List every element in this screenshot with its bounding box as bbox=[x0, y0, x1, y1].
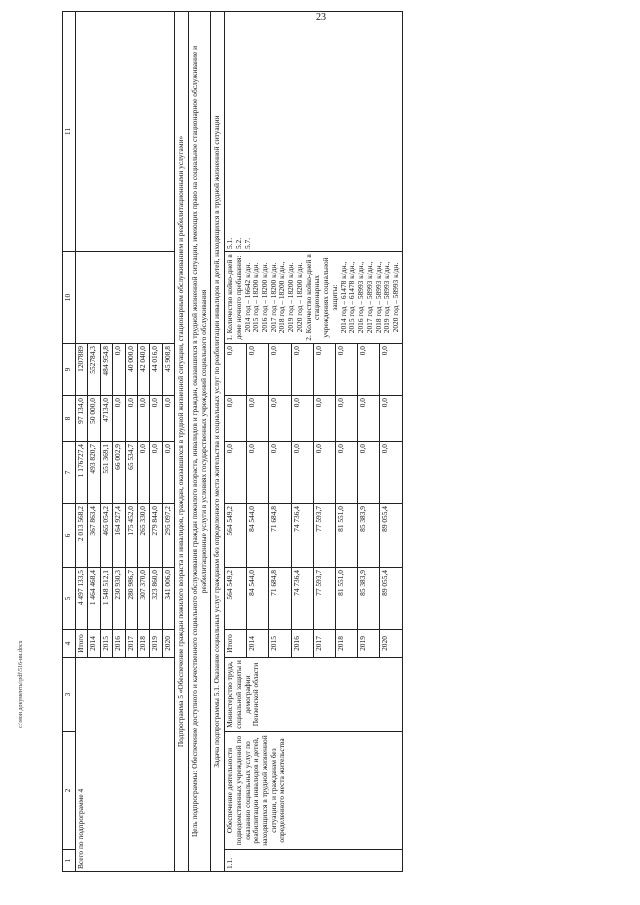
indicator-empty bbox=[76, 252, 175, 344]
local-budget: 0,0 bbox=[113, 396, 125, 442]
total-amount: 1 464 468,4 bbox=[88, 568, 100, 630]
rotated-table-sheet bbox=[62, 12, 577, 872]
extra-budget: 0,0 bbox=[313, 344, 335, 396]
regional-budget: 164 927,4 bbox=[113, 504, 125, 568]
total-amount: 71 684,8 bbox=[269, 568, 291, 630]
total-amount: 323 860,0 bbox=[150, 568, 162, 630]
year-cell: 2017 bbox=[125, 630, 137, 658]
task-text-row bbox=[211, 12, 225, 872]
total-amount: 1 548 512,1 bbox=[100, 568, 112, 630]
item-number: 1.1. bbox=[225, 850, 403, 872]
extra-budget: 0,0 bbox=[358, 344, 380, 396]
local-budget: 0,0 bbox=[358, 396, 380, 442]
year-cell: 2018 bbox=[137, 630, 149, 658]
total-amount: 89 055,4 bbox=[380, 568, 402, 630]
year-cell: 2020 bbox=[162, 630, 174, 658]
extra-budget: 42 040,0 bbox=[137, 344, 149, 396]
regional-budget: 175 452,0 bbox=[125, 504, 137, 568]
local-budget: 0,0 bbox=[336, 396, 358, 442]
column-number-header: 2 bbox=[63, 732, 76, 850]
year-cell: 2016 bbox=[291, 630, 313, 658]
year-cell: 2015 bbox=[100, 630, 112, 658]
item-row bbox=[225, 12, 247, 872]
regional-budget: 295 097,2 bbox=[162, 504, 174, 568]
federal-budget: 0,0 bbox=[291, 442, 313, 504]
year-cell: 2015 bbox=[269, 630, 291, 658]
local-budget: 0,0 bbox=[313, 396, 335, 442]
local-budget: 0,0 bbox=[291, 396, 313, 442]
regional-budget: 265 330,0 bbox=[137, 504, 149, 568]
column-number-header: 11 bbox=[63, 12, 76, 252]
extra-budget: 552784,3 bbox=[88, 344, 100, 396]
extra-budget: 0,0 bbox=[336, 344, 358, 396]
year-cell: 2020 bbox=[380, 630, 402, 658]
page-number: 23 bbox=[316, 12, 326, 23]
local-budget: 97 134,0 bbox=[76, 396, 88, 442]
program-table bbox=[62, 11, 403, 872]
extra-budget: 0,0 bbox=[380, 344, 402, 396]
extra-budget: 45 908,8 bbox=[162, 344, 174, 396]
year-cell: 2014 bbox=[88, 630, 100, 658]
subprogram-title-row bbox=[175, 12, 189, 872]
regional-budget: 85 383,9 bbox=[358, 504, 380, 568]
footer-path: c:\мои документы\pdf\516-ии.docx bbox=[18, 640, 24, 728]
column-number-header: 7 bbox=[63, 442, 76, 504]
regional-budget: 465 054,2 bbox=[100, 504, 112, 568]
total-label: Всего по подпрограмме 4 bbox=[76, 658, 175, 872]
regional-budget: 89 055,4 bbox=[380, 504, 402, 568]
extra-budget: 0,0 bbox=[113, 344, 125, 396]
column-number-header: 9 bbox=[63, 344, 76, 396]
year-cell: 2019 bbox=[150, 630, 162, 658]
federal-budget: 0,0 bbox=[380, 442, 402, 504]
subprogram-title: Подпрограмма 5 «Обеспечение граждан пожилого возраста и инвалидов, граждан, оказавшихся в трудной жизненной ситуации, стационарным обслуживанием и реабилитационными услугами» bbox=[175, 12, 189, 872]
federal-budget: 65 534,7 bbox=[125, 442, 137, 504]
federal-budget: 0,0 bbox=[247, 442, 269, 504]
year-cell: 2019 bbox=[358, 630, 380, 658]
total-amount: 84 544,0 bbox=[247, 568, 269, 630]
year-cell: Итого bbox=[225, 630, 247, 658]
item-description: Обеспечение деятельности подведомственных учреждений по оказанию социальных услуг по реабилитации инвалидов и детей, находящихся в трудной жизненной ситуации, и гражданам без определенного места жительства bbox=[225, 732, 403, 850]
federal-budget: 0,0 bbox=[313, 442, 335, 504]
extra-budget: 44 016,0 bbox=[150, 344, 162, 396]
total-amount: 307 370,0 bbox=[137, 568, 149, 630]
extra-budget: 484 954,8 bbox=[100, 344, 112, 396]
total-amount: 85 383,9 bbox=[358, 568, 380, 630]
total-amount: 4 497 133,5 bbox=[76, 568, 88, 630]
federal-budget: 0,0 bbox=[336, 442, 358, 504]
total-amount: 230 930,3 bbox=[113, 568, 125, 630]
extra-budget: 0,0 bbox=[247, 344, 269, 396]
federal-budget: 493 820,7 bbox=[88, 442, 100, 504]
item-executor: Министерство труда, социальной защиты и демографии Пензенской области bbox=[225, 658, 403, 732]
federal-budget: 551 369,1 bbox=[100, 442, 112, 504]
year-cell: 2014 bbox=[247, 630, 269, 658]
local-budget: 0,0 bbox=[225, 396, 247, 442]
federal-budget: 0,0 bbox=[269, 442, 291, 504]
local-budget: 0,0 bbox=[137, 396, 149, 442]
regional-budget: 84 544,0 bbox=[247, 504, 269, 568]
column-number-header: 5 bbox=[63, 568, 76, 630]
local-budget: 0,0 bbox=[380, 396, 402, 442]
total-amount: 74 736,4 bbox=[291, 568, 313, 630]
goal-text-row bbox=[188, 12, 210, 872]
link-empty bbox=[76, 12, 175, 252]
regional-budget: 279 844,0 bbox=[150, 504, 162, 568]
regional-budget: 367 863,4 bbox=[88, 504, 100, 568]
regional-budget: 77 593,7 bbox=[313, 504, 335, 568]
regional-budget: 81 551,0 bbox=[336, 504, 358, 568]
item-links: 5.1. 5.2. 5.7. bbox=[225, 12, 403, 252]
item-indicators: 1. Количество койко-дней в доме ночного пребывания: 2014 год – 16642 к/дн. 2015 год – 18200 к/дн. 2016 год – 18200 к/дн. 2017 год – 18200 к/дн. 2018 год – 18200 к/дн., 2019 год – 18200 к/дн. 2020 год – 18200 к/дн. 2. Количество койко-дней в стационарных учреждениях социальной защиты: 2014 год – 61478 к/дн., 2015 год – 61478 к/дн., 2016 год – 58993 к/дн., 2017 год – 58993 к/дн., 2018 год – 58993 к/дн., 2019 год – 58993 к/дн., 2020 год – 58993 к/дн. bbox=[225, 252, 403, 344]
federal-budget: 1 176727,4 bbox=[76, 442, 88, 504]
year-cell: 2016 bbox=[113, 630, 125, 658]
task-text: Задача подпрограммы 5.1. Оказание социальных услуг гражданам без определенного места жительства и социальных услуг по реабилитации инвалидов и детей, находящихся в трудной жизненной ситуации bbox=[211, 12, 225, 872]
extra-budget: 1207889 bbox=[76, 344, 88, 396]
extra-budget: 0,0 bbox=[291, 344, 313, 396]
column-number-header: 4 bbox=[63, 630, 76, 658]
year-cell: Итого bbox=[76, 630, 88, 658]
year-cell: 2018 bbox=[336, 630, 358, 658]
extra-budget: 40 000,0 bbox=[125, 344, 137, 396]
total-row bbox=[76, 12, 88, 872]
regional-budget: 2 013 568,2 bbox=[76, 504, 88, 568]
local-budget: 50 000,0 bbox=[88, 396, 100, 442]
total-amount: 77 593,7 bbox=[313, 568, 335, 630]
column-number-header: 8 bbox=[63, 396, 76, 442]
federal-budget: 0,0 bbox=[358, 442, 380, 504]
local-budget: 0,0 bbox=[150, 396, 162, 442]
local-budget: 0,0 bbox=[269, 396, 291, 442]
federal-budget: 0,0 bbox=[137, 442, 149, 504]
local-budget: 47134,0 bbox=[100, 396, 112, 442]
extra-budget: 0,0 bbox=[269, 344, 291, 396]
header-row bbox=[63, 12, 76, 872]
local-budget: 0,0 bbox=[125, 396, 137, 442]
total-amount: 341 006,0 bbox=[162, 568, 174, 630]
local-budget: 0,0 bbox=[162, 396, 174, 442]
regional-budget: 74 736,4 bbox=[291, 504, 313, 568]
total-amount: 564 549,2 bbox=[225, 568, 247, 630]
year-cell: 2017 bbox=[313, 630, 335, 658]
total-amount: 280 986,7 bbox=[125, 568, 137, 630]
federal-budget: 0,0 bbox=[162, 442, 174, 504]
goal-text: Цель подпрограммы: Обеспечение доступного и качественного социального обслуживания граждан пожилого возраста, инвалидов и граждан, оказавшихся в трудной жизненной ситуации, имеющих право на социальное стационарное обслуживание и реабилитационные услуги в условиях государственных учреждений социального обслуживания bbox=[188, 12, 210, 872]
extra-budget: 0,0 bbox=[225, 344, 247, 396]
local-budget: 0,0 bbox=[247, 396, 269, 442]
column-number-header: 3 bbox=[63, 658, 76, 732]
column-number-header: 1 bbox=[63, 850, 76, 872]
total-amount: 81 551,0 bbox=[336, 568, 358, 630]
federal-budget: 0,0 bbox=[225, 442, 247, 504]
column-number-header: 6 bbox=[63, 504, 76, 568]
federal-budget: 0,0 bbox=[150, 442, 162, 504]
column-number-header: 10 bbox=[63, 252, 76, 344]
regional-budget: 71 684,8 bbox=[269, 504, 291, 568]
regional-budget: 564 549,2 bbox=[225, 504, 247, 568]
federal-budget: 66 002,9 bbox=[113, 442, 125, 504]
